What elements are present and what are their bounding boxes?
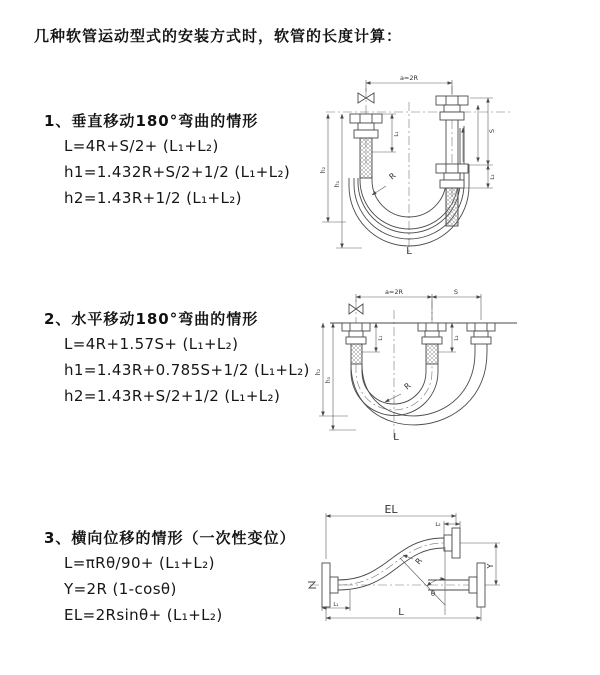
dim-y-label: Y xyxy=(486,563,495,569)
radius-callout xyxy=(385,381,413,402)
section-2-formula-h1: h1=1.43R+0.785S+1/2 (L₁+L₂) xyxy=(64,361,310,379)
dim-s-label: S xyxy=(488,128,496,134)
diagram-horizontal-movement xyxy=(312,282,527,447)
length-label: L xyxy=(398,607,404,618)
braided-hose-section xyxy=(426,344,438,364)
length-label: L xyxy=(393,432,399,443)
angle-theta xyxy=(400,547,445,615)
section-2-formula-h2: h2=1.43R+S/2+1/2 (L₁+L₂) xyxy=(64,387,281,405)
section-2-heading: 2、水平移动180°弯曲的情形 xyxy=(44,310,259,328)
page-title: 几种软管运动型式的安装方式时，软管的长度计算： xyxy=(34,27,403,45)
section-3-heading: 3、横向位移的情形（一次性变位） xyxy=(44,529,296,547)
dim-el-label: EL xyxy=(384,503,398,516)
section-1-formula-h1: h1=1.432R+S/2+1/2 (L₁+L₂) xyxy=(64,163,291,181)
radius-callout xyxy=(372,171,398,195)
dim-s xyxy=(460,98,496,188)
dim-l2-label: L₂ xyxy=(454,335,460,341)
dim-theta-label: θ xyxy=(430,590,436,598)
dim-h1-label: h₁ xyxy=(334,180,341,188)
centerlines xyxy=(326,86,512,254)
section-1-heading: 1、垂直移动180°弯曲的情形 xyxy=(44,112,259,130)
dim-l1-label: L₁ xyxy=(378,335,384,341)
u-hose xyxy=(351,352,487,425)
dim-s-label: S xyxy=(453,288,459,296)
dim-l1-label: L₁ xyxy=(333,602,339,608)
length-label: L xyxy=(406,246,412,257)
dim-h2-label: h₂ xyxy=(320,166,327,174)
radius-label: R xyxy=(387,171,398,182)
s-curve-hose xyxy=(338,538,444,590)
braided-hose-section xyxy=(446,188,458,226)
section-3-formula-L: L=πRθ/90+ (L₁+L₂) xyxy=(64,554,215,572)
right-flange-fitting xyxy=(467,323,495,352)
radius-label: R xyxy=(413,556,425,567)
dim-h2-label: h₂ xyxy=(315,368,322,376)
braided-hose-section xyxy=(360,138,372,178)
dim-l2-label: L₂ xyxy=(435,522,441,528)
middle-flange-fitting xyxy=(418,323,446,364)
dim-a2r xyxy=(366,74,452,94)
braided-hose-section xyxy=(351,344,362,364)
section-1-formula-L: L=4R+S/2+ (L₁+L₂) xyxy=(64,137,219,155)
dim-a2r-label: a=2R xyxy=(384,288,404,296)
displaced-flange-fitting xyxy=(444,528,460,558)
dim-a2r xyxy=(356,288,481,320)
section-1-formula-h2: h2=1.43R+1/2 (L₁+L₂) xyxy=(64,189,242,207)
diagram-vertical-movement xyxy=(312,68,527,263)
section-3-formula-EL: EL=2Rsinθ+ (L₁+L₂) xyxy=(64,606,223,624)
dim-el xyxy=(326,503,456,559)
left-flange-fitting xyxy=(350,114,382,178)
diagram-lateral-displacement xyxy=(300,497,515,647)
section-2-formula-L: L=4R+1.57S+ (L₁+L₂) xyxy=(64,335,239,353)
section-3-formula-Y: Y=2R (1-cosθ) xyxy=(64,580,177,598)
dim-a2r-label: a=2R xyxy=(399,74,419,82)
dim-l xyxy=(326,607,481,621)
centerlines xyxy=(356,300,432,440)
dim-l2-label: L₂ xyxy=(490,174,496,180)
dim-l1-label: L₁ xyxy=(394,131,400,137)
left-flange-fitting xyxy=(342,323,370,364)
dim-h1-label: h₁ xyxy=(325,376,332,384)
radius-label: R xyxy=(402,381,413,392)
left-flange-fitting xyxy=(322,563,338,607)
